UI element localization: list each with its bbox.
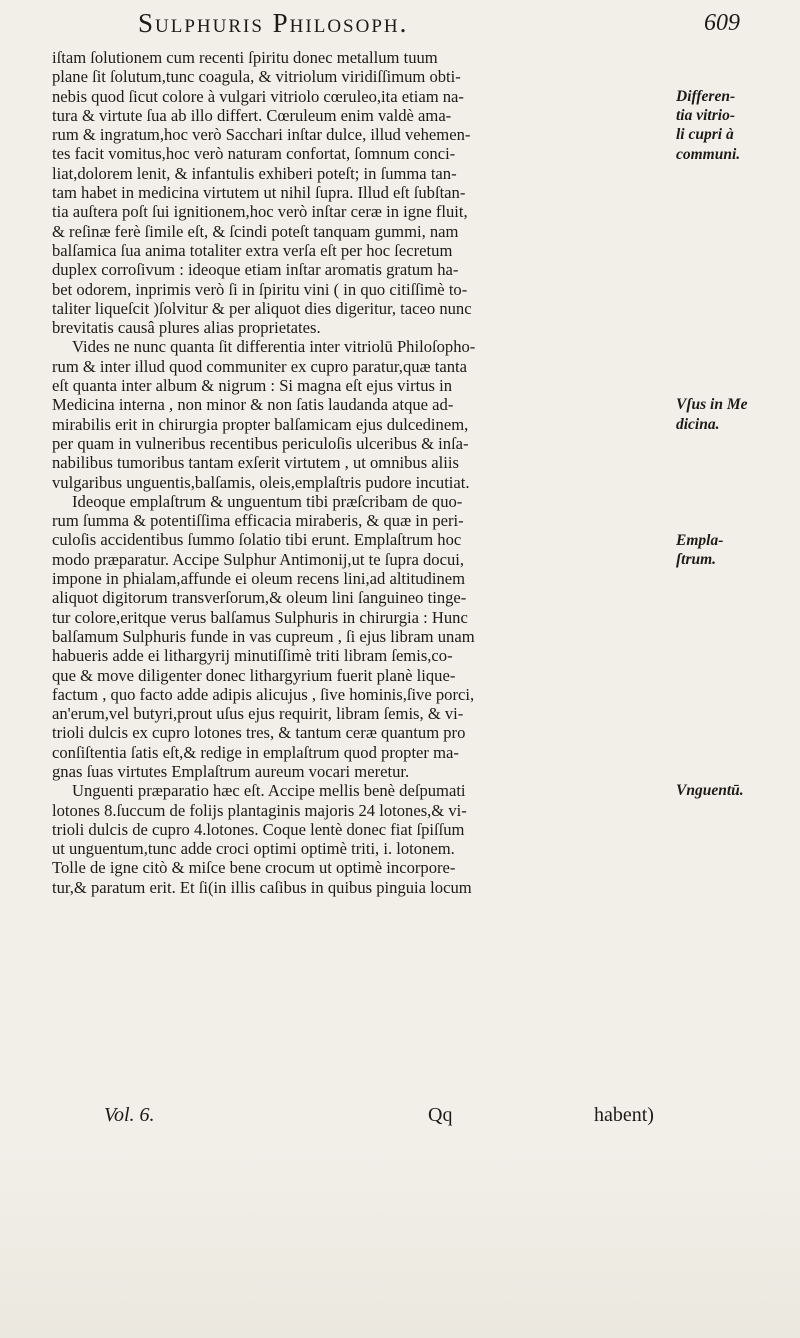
text-line: conſiſtentia ſatis eſt,& redige in emplaſtrum quod propter ma- (52, 742, 459, 762)
text-line: tur colore,eritque verus balſamus Sulphuris in chirurgia : Hunc (52, 607, 468, 627)
text-line: tes facit vomitus,hoc verò naturam confortat, ſomnum conci- (52, 144, 456, 164)
text-line: liat,dolorem lenit, & infantulis exhiberi poteſt; in ſumma tan- (52, 163, 457, 183)
text-line: trioli dulcis de cupro 4.lotones. Coque lentè donec fiat ſpiſſum (52, 819, 465, 839)
marginal-note: communi. (676, 145, 741, 163)
text-line: modo præparatur. Accipe Sulphur Antimonij,ut te ſupra docui, (52, 549, 465, 569)
text-line: aliquot digitorum transverſorum,& oleum lini ſanguineo tinge- (52, 588, 467, 608)
text-line: Tolle de igne citò & miſce bene crocum ut optimè incorpore- (52, 858, 456, 878)
running-title: Sulphuris Philosoph. (138, 8, 409, 38)
text-line: nabilibus tumoribus tantam exſerit virtutem , ut omnibus aliis (52, 453, 459, 473)
text-line: mirabilis erit in chirurgia propter balſamicam ejus dulcedinem, (52, 414, 469, 434)
volume-label: Vol. 6. (104, 1104, 155, 1126)
text-line: tura & virtute ſua ab illo differt. Cœruleum enim valdè ama- (52, 105, 452, 125)
text-line: plane ſit ſolutum,tunc coagula, & vitriolum viridiſſimum obti- (52, 67, 461, 87)
text-line: Vides ne nunc quanta ſit differentia inter vitriolū Philoſopho- (72, 337, 476, 357)
text-line: trioli dulcis ex cupro lotones tres, & tantum ceræ quantum pro (52, 723, 466, 743)
text-line: ut unguentum,tunc adde croci optimi optimè triti, i. lotonem. (52, 839, 455, 859)
text-line: brevitatis causâ plures alias proprietates. (52, 318, 321, 338)
marginal-note: dicina. (676, 415, 720, 433)
text-line: taliter liqueſcit )ſolvitur & per aliquot dies digeritur, taceo nunc (52, 298, 472, 318)
text-line: rum & inter illud quod communiter ex cupro paratur,quæ tanta (52, 356, 467, 376)
catchword: habent) (594, 1104, 654, 1126)
marginal-note: ſtrum. (676, 550, 717, 568)
signature-mark: Qq (428, 1104, 453, 1126)
text-line: Medicina interna , non minor & non ſatis laudanda atque ad- (52, 395, 454, 415)
text-line: balſamica ſua anima totaliter extra verſa eſt per hoc ſecretum (52, 240, 453, 260)
text-line: per quam in vulneribus recentibus periculoſis ulceribus & inſa- (52, 433, 469, 453)
marginal-note: tia vitrio- (676, 106, 735, 124)
text-line: vulgaribus unguentis,balſamis, oleis,emplaſtris pudore incutiat. (52, 472, 470, 492)
text-line: gnas ſuas virtutes Emplaſtrum aureum vocari meretur. (52, 761, 410, 781)
text-line: lotones 8.ſuccum de folijs plantaginis majoris 24 lotones,& vi- (52, 800, 467, 820)
blank-page-bottom (0, 1150, 800, 1338)
text-line: duplex corroſivum : ideoque etiam inſtar aromatis gratum ha- (52, 260, 459, 280)
text-line: tia auſtera poſt ſui ignitionem,hoc verò inſtar ceræ in igne fluit, (52, 202, 468, 222)
marginal-note: Empla- (676, 531, 724, 549)
marginal-note: li cupri à (676, 126, 734, 144)
text-line: eſt quanta inter album & nigrum : Si magna eſt ejus virtus in (52, 376, 453, 396)
text-line: tam habet in medicina virtutem ut nihil ſupra. Illud eſt ſubſtan- (52, 183, 466, 203)
text-line: habueris adde ei lithargyrij minutiſſimè triti libram ſemis,co- (52, 646, 453, 666)
page-number: 609 (704, 10, 740, 36)
marginal-note: Vnguentū. (676, 782, 744, 800)
text-line: an'erum,vel butyri,prout uſus ejus requirit, libram ſemis, & vi- (52, 704, 464, 724)
text-line: balſamum Sulphuris funde in vas cupreum , ſi ejus libram unam (52, 626, 475, 646)
text-line: que & move diligenter donec lithargyrium fuerit planè lique- (52, 665, 456, 685)
text-line: impone in phialam,affunde ei oleum recens lini,ad altitudinem (52, 569, 466, 589)
text-line: Unguenti præparatio hæc eſt. Accipe mellis benè deſpumati (72, 781, 466, 801)
text-line: tur,& paratum erit. Et ſi(in illis caſibus in quibus pinguia locum (52, 877, 472, 897)
text-line: rum ſumma & potentiſſima efficacia miraberis, & quæ in peri- (52, 511, 464, 531)
text-line: rum & ingratum,hoc verò Sacchari inſtar dulce, illud vehemen- (52, 125, 471, 145)
text-line: nebis quod ſicut colore à vulgari vitriolo cœruleo,ita etiam na- (52, 86, 464, 106)
text-line: bet odorem, inprimis verò ſi in ſpiritu vini ( in quo citiſſimè to- (52, 279, 468, 299)
marginal-note: Vſus in Me (676, 396, 748, 414)
marginal-note: Differen- (676, 87, 736, 105)
text-line: iſtam ſolutionem cum recenti ſpiritu donec metallum tuum (52, 48, 438, 67)
text-line: Ideoque emplaſtrum & unguentum tibi præſcribam de quo- (72, 491, 463, 511)
text-line: culoſis accidentibus ſummo ſolatio tibi erunt. Emplaſtrum hoc (52, 530, 462, 550)
text-line: & reſinæ ferè ſimile eſt, & ſcindi poteſt tanquam gummi, nam (52, 221, 459, 241)
text-line: factum , quo facto adde adipis alicujus , ſive hominis,ſive porci, (52, 684, 475, 704)
running-header (60, 8, 740, 46)
main-text-block (52, 48, 666, 897)
